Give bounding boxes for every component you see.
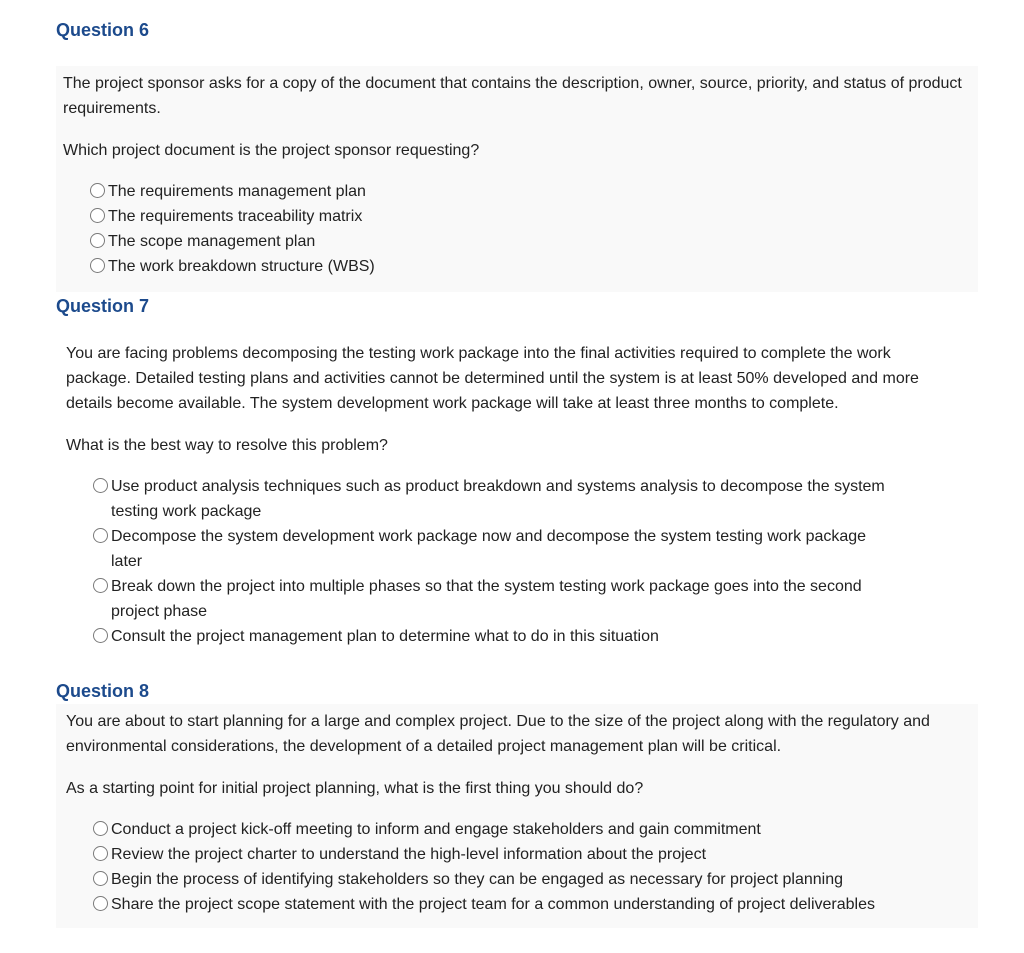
question-8-prompt: As a starting point for initial project planning, what is the first thing you should do?	[66, 780, 644, 797]
question-7-options	[66, 474, 893, 649]
answer-option[interactable]	[93, 867, 978, 892]
radio-button[interactable]	[90, 208, 105, 223]
answer-option-label: Conduct a project kick-off meeting to inform and engage stakeholders and gain commitment	[111, 821, 761, 838]
answer-option[interactable]	[93, 574, 893, 624]
answer-option[interactable]	[90, 179, 978, 204]
question-7-body	[56, 336, 978, 656]
answer-option-label: Break down the project into multiple phases so that the system testing work package goes into the second project phase	[111, 578, 862, 620]
radio-button[interactable]	[93, 578, 108, 593]
question-7-heading: Question 7	[56, 296, 150, 316]
answer-option-label: Consult the project management plan to determine what to do in this situation	[111, 628, 659, 645]
answer-option-label: The requirements traceability matrix	[108, 208, 363, 225]
radio-button[interactable]	[93, 871, 108, 886]
question-8-stem: You are about to start planning for a large and complex project. Due to the size of the project along with the regulatory and environmental considerations, the development of a detailed project management plan will be critical.	[66, 713, 930, 755]
question-6-body	[56, 66, 978, 292]
answer-option[interactable]	[93, 624, 893, 649]
answer-option-label: Begin the process of identifying stakeholders so they can be engaged as necessary for project planning	[111, 871, 844, 888]
answer-option[interactable]	[93, 474, 893, 524]
answer-option[interactable]	[90, 229, 978, 254]
answer-option-label: Share the project scope statement with the project team for a common understanding of project deliverables	[111, 896, 875, 913]
question-6-stem: The project sponsor asks for a copy of the document that contains the description, owner, source, priority, and status of product requirements.	[63, 75, 962, 117]
radio-button[interactable]	[93, 846, 108, 861]
question-8-options	[66, 817, 978, 917]
question-8-body	[56, 704, 978, 928]
answer-option-label: Decompose the system development work package now and decompose the system testing work package later	[111, 528, 867, 570]
question-6-heading: Question 6	[56, 20, 150, 40]
answer-option[interactable]	[93, 842, 978, 867]
answer-option-label: The requirements management plan	[108, 183, 366, 200]
radio-button[interactable]	[93, 528, 108, 543]
answer-option-label: Review the project charter to understand the high-level information about the project	[111, 846, 707, 863]
answer-option-label: Use product analysis techniques such as product breakdown and systems analysis to decompose the system testing work package	[111, 478, 885, 520]
answer-option-label: The work breakdown structure (WBS)	[108, 258, 375, 275]
answer-option[interactable]	[93, 892, 978, 917]
radio-button[interactable]	[90, 183, 105, 198]
radio-button[interactable]	[93, 628, 108, 643]
radio-button[interactable]	[90, 258, 105, 273]
answer-option[interactable]	[90, 204, 978, 229]
radio-button[interactable]	[93, 478, 108, 493]
question-6-prompt: Which project document is the project sponsor requesting?	[63, 142, 480, 159]
radio-button[interactable]	[93, 821, 108, 836]
question-8-heading: Question 8	[56, 681, 150, 701]
answer-option[interactable]	[93, 524, 893, 574]
question-6-options	[63, 179, 978, 279]
answer-option[interactable]	[93, 817, 978, 842]
answer-option-label: The scope management plan	[108, 233, 316, 250]
question-7-prompt: What is the best way to resolve this problem?	[66, 437, 388, 454]
question-7-stem: You are facing problems decomposing the testing work package into the final activities required to complete the work package. Detailed testing plans and activities cannot be determined until the system is at least 50% developed and more details become available. The system development work package will take at least three months to complete.	[66, 345, 919, 412]
radio-button[interactable]	[90, 233, 105, 248]
radio-button[interactable]	[93, 896, 108, 911]
answer-option[interactable]	[90, 254, 978, 279]
